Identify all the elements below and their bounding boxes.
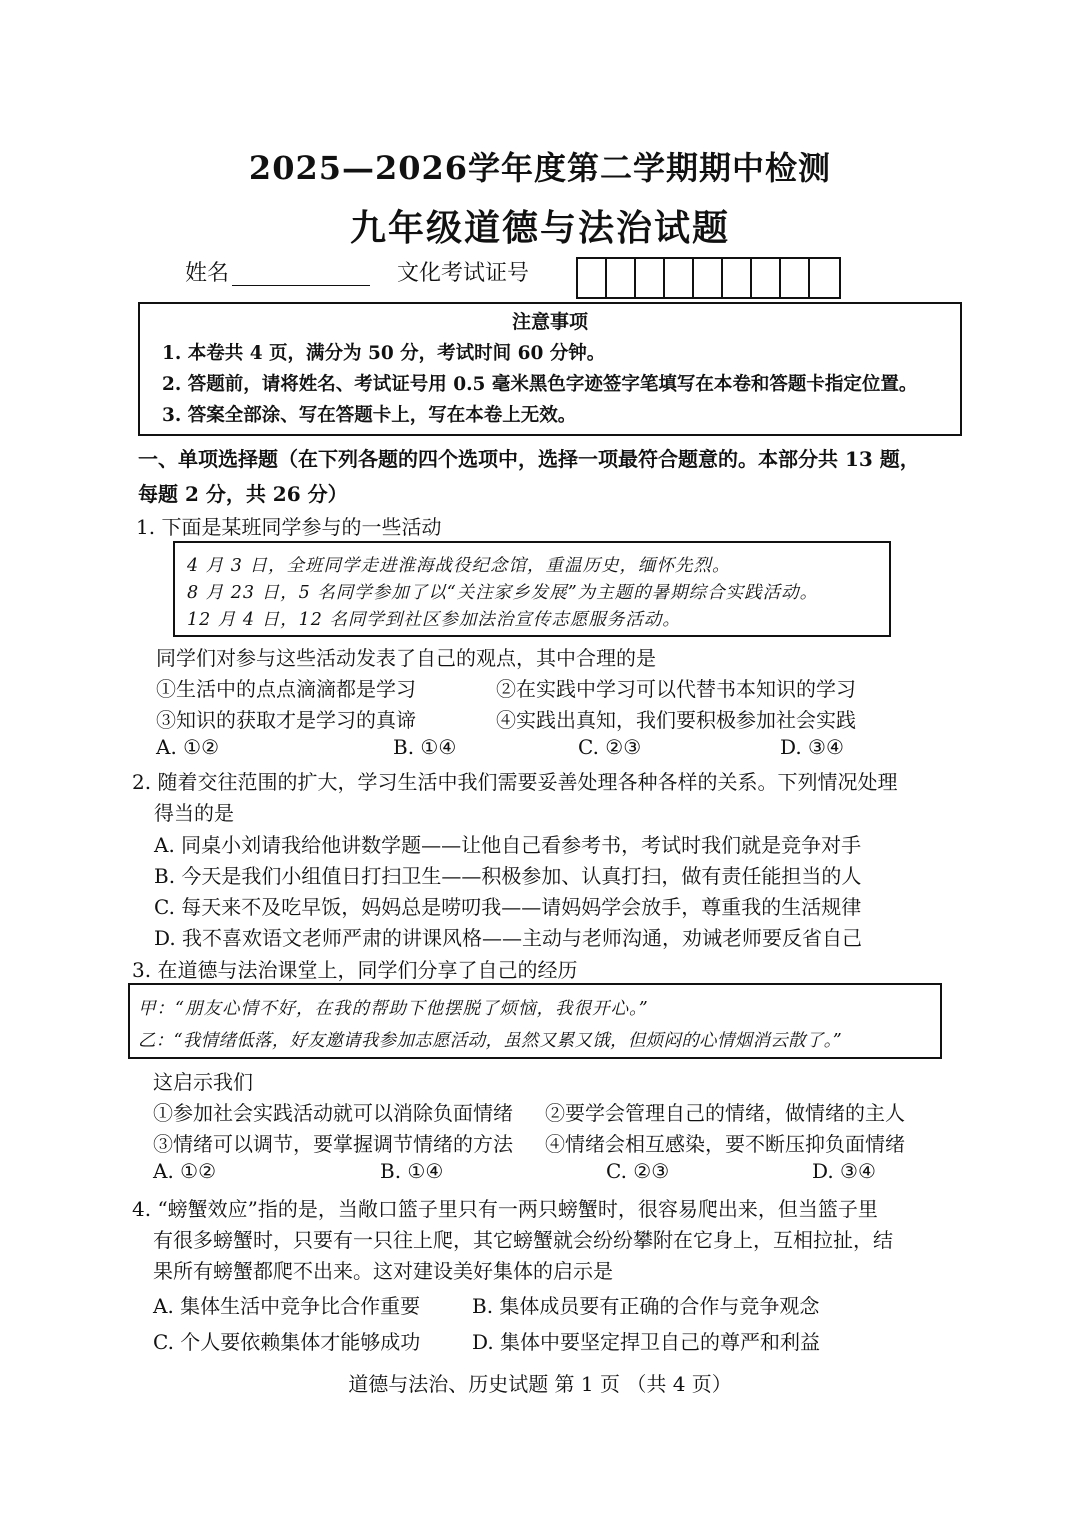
q1-material-line: 12 月 4 日，12 名同学到社区参加法治宣传志愿服务活动。 xyxy=(187,610,681,630)
name-field[interactable] xyxy=(232,285,370,286)
cert-digit-box[interactable] xyxy=(781,259,810,297)
page-footer: 道德与法治、历史试题 第 1 页 （共 4 页） xyxy=(348,1372,732,1396)
cert-digit-box[interactable] xyxy=(810,259,839,297)
q3-statement: ①参加社会实践活动就可以消除负面情绪 xyxy=(153,1101,513,1125)
cert-digit-box[interactable] xyxy=(752,259,781,297)
q1-option-a[interactable]: A. ①② xyxy=(156,735,220,759)
cert-digit-box[interactable] xyxy=(607,259,636,297)
q3-question: 这启示我们 xyxy=(153,1070,253,1094)
q1-option-d[interactable]: D. ③④ xyxy=(780,735,844,759)
q2-option-a[interactable]: A. 同桌小刘请我给他讲数学题——让他自己看参考书，考试时我们就是竞争对手 xyxy=(154,833,862,857)
q3-statement: ④情绪会相互感染，要不断压抑负面情绪 xyxy=(545,1132,905,1156)
cert-digit-box[interactable] xyxy=(723,259,752,297)
exam-term-title: 2025—2026学年度第二学期期中检测 xyxy=(248,149,832,187)
notice-item: 2. 答题前，请将姓名、考试证号用 0.5 毫米黑色字迹签字笔填写在本卷和答题卡指定位置。 xyxy=(162,374,918,395)
q2-option-b[interactable]: B. 今天是我们小组值日打扫卫生——积极参加、认真打扫，做有责任能担当的人 xyxy=(154,864,862,888)
q4-stem: 4. “螃蟹效应”指的是，当敞口篮子里只有一两只螃蟹时，很容易爬出来，但当篮子里 xyxy=(132,1197,878,1221)
cert-digit-box[interactable] xyxy=(665,259,694,297)
notice-title: 注意事项 xyxy=(511,311,588,333)
cert-number-boxes[interactable] xyxy=(576,257,841,299)
section-heading-cont: 每题 2 分，共 26 分） xyxy=(138,482,348,506)
q4-option-d[interactable]: D. 集体中要坚定捍卫自己的尊严和利益 xyxy=(472,1330,821,1354)
q1-material-box xyxy=(173,541,891,637)
cert-digit-box[interactable] xyxy=(578,259,607,297)
cert-number-label: 文化考试证号 xyxy=(397,261,530,286)
notice-box xyxy=(138,302,962,436)
q1-statement: ①生活中的点点滴滴都是学习 xyxy=(156,677,416,701)
q1-statement: ③知识的获取才是学习的真谛 xyxy=(156,708,416,732)
q3-stem: 3. 在道德与法治课堂上，同学们分享了自己的经历 xyxy=(132,958,578,982)
q4-option-a[interactable]: A. 集体生活中竞争比合作重要 xyxy=(153,1294,421,1318)
q4-stem-cont: 果所有螃蟹都爬不出来。这对建设美好集体的启示是 xyxy=(153,1259,613,1283)
exam-subject-title: 九年级道德与法治试题 xyxy=(349,207,730,249)
name-label: 姓名 xyxy=(185,261,230,286)
q1-option-b[interactable]: B. ①④ xyxy=(393,735,457,759)
q1-question: 同学们对参与这些活动发表了自己的观点，其中合理的是 xyxy=(156,646,656,670)
q3-statement: ③情绪可以调节，要掌握调节情绪的方法 xyxy=(153,1132,513,1156)
q3-option-c[interactable]: C. ②③ xyxy=(606,1159,670,1183)
cert-digit-box[interactable] xyxy=(636,259,665,297)
q2-option-d[interactable]: D. 我不喜欢语文老师严肃的讲课风格——主动与老师沟通，劝诫老师要反省自己 xyxy=(154,926,863,950)
q1-material-line: 4 月 3 日，全班同学走进淮海战役纪念馆，重温历史，缅怀先烈。 xyxy=(187,556,731,576)
q3-statement: ②要学会管理自己的情绪，做情绪的主人 xyxy=(545,1101,905,1125)
q1-material-line: 8 月 23 日，5 名同学参加了以“关注家乡发展”为主题的暑期综合实践活动。 xyxy=(187,583,819,603)
q3-material-line: 乙：“我情绪低落，好友邀请我参加志愿活动，虽然又累又饿，但烦闷的心情烟消云散了。” xyxy=(138,1031,842,1051)
q2-option-c[interactable]: C. 每天来不及吃早饭，妈妈总是唠叨我——请妈妈学会放手，尊重我的生活规律 xyxy=(154,895,862,919)
q1-stem: 1. 下面是某班同学参与的一些活动 xyxy=(136,515,442,539)
q1-option-c[interactable]: C. ②③ xyxy=(578,735,642,759)
q3-material-line: 甲：“朋友心情不好，在我的帮助下他摆脱了烦恼，我很开心。” xyxy=(138,999,649,1019)
q1-statement: ②在实践中学习可以代替书本知识的学习 xyxy=(496,677,856,701)
q3-material-box xyxy=(128,983,942,1059)
q4-stem-cont: 有很多螃蟹时，只要有一只往上爬，其它螃蟹就会纷纷攀附在它身上，互相拉扯，结 xyxy=(153,1228,893,1252)
q2-stem-cont: 得当的是 xyxy=(154,801,234,825)
notice-item: 1. 本卷共 4 页，满分为 50 分，考试时间 60 分钟。 xyxy=(162,343,606,364)
q3-option-b[interactable]: B. ①④ xyxy=(380,1159,444,1183)
q3-option-a[interactable]: A. ①② xyxy=(153,1159,217,1183)
notice-item: 3. 答案全部涂、写在答题卡上，写在本卷上无效。 xyxy=(162,405,577,426)
q4-option-b[interactable]: B. 集体成员要有正确的合作与竞争观念 xyxy=(472,1294,820,1318)
q2-stem: 2. 随着交往范围的扩大，学习生活中我们需要妥善处理各种各样的关系。下列情况处理 xyxy=(132,770,898,794)
q3-option-d[interactable]: D. ③④ xyxy=(812,1159,876,1183)
q1-statement: ④实践出真知，我们要积极参加社会实践 xyxy=(496,708,856,732)
section-heading: 一、单项选择题（在下列各题的四个选项中，选择一项最符合题意的。本部分共 13 题， xyxy=(138,447,920,471)
q4-option-c[interactable]: C. 个人要依赖集体才能够成功 xyxy=(153,1330,421,1354)
cert-digit-box[interactable] xyxy=(694,259,723,297)
